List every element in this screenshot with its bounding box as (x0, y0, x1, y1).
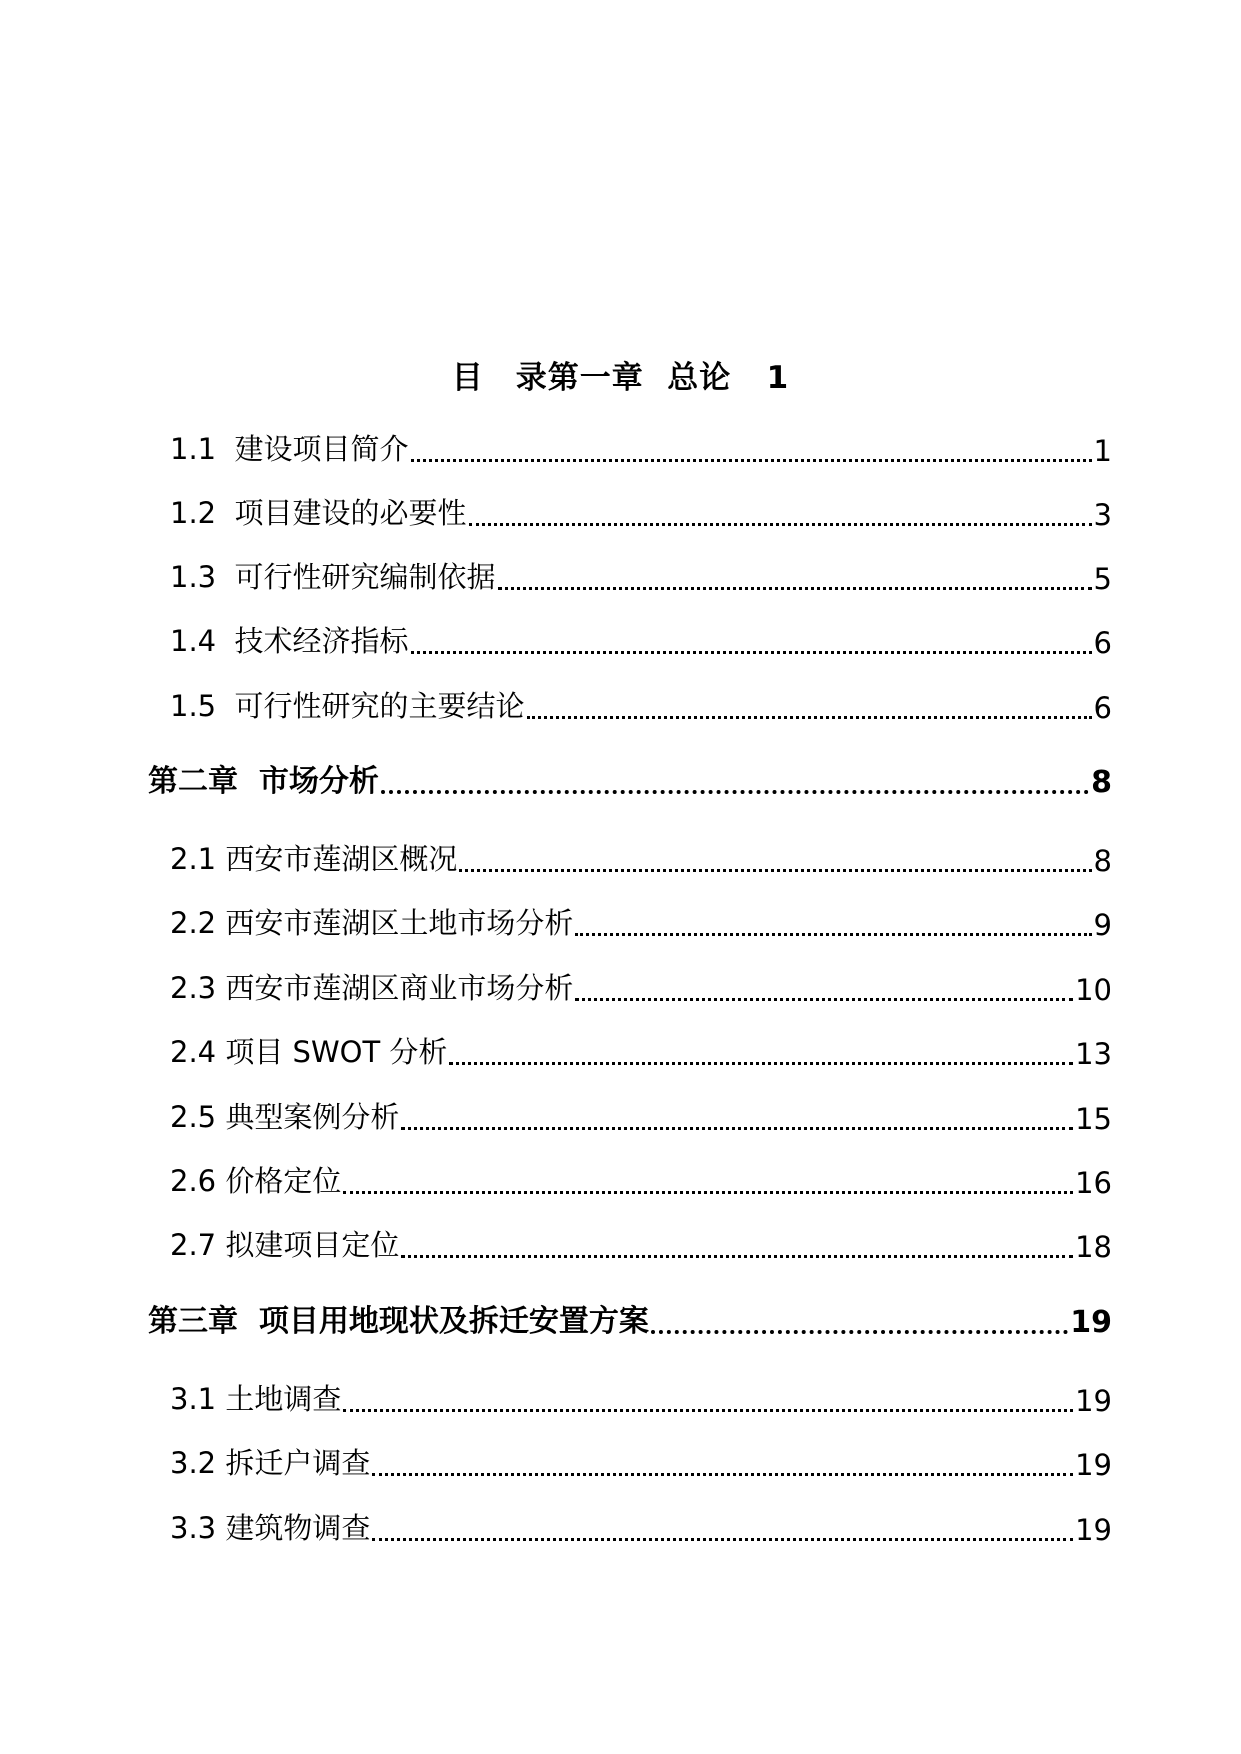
dot-leader (381, 790, 1089, 794)
toc-entry-page: 16 (1075, 1166, 1112, 1200)
toc-entry-label: 2.1 西安市莲湖区概况 (170, 842, 458, 876)
dot-leader (651, 1330, 1068, 1334)
toc-entry-page: 19 (1075, 1448, 1112, 1482)
dot-leader (459, 869, 1091, 872)
toc-entry-page: 10 (1075, 973, 1112, 1007)
toc-entry-label: 1.5 可行性研究的主要结论 (170, 689, 525, 723)
toc-entry-label: 2.3 西安市莲湖区商业市场分析 (170, 971, 574, 1005)
toc-entry-page: 19 (1075, 1384, 1112, 1418)
toc-entry[interactable] (170, 488, 1112, 532)
toc-entry-label: 2.4 项目 SWOT 分析 (170, 1035, 448, 1069)
toc-entry-page: 6 (1093, 691, 1112, 725)
toc-entry-label: 1.4 技术经济指标 (170, 624, 409, 658)
toc-entry[interactable] (170, 1374, 1112, 1418)
dot-leader (343, 1409, 1073, 1412)
toc-chapter-entry[interactable] (148, 1296, 1112, 1340)
toc-entry-label: 1.3 可行性研究编制依据 (170, 560, 496, 594)
dot-leader (527, 716, 1092, 719)
toc-entry-label: 1.1 建设项目简介 (170, 432, 409, 466)
toc-entry-label: 3.3 建筑物调查 (170, 1511, 371, 1545)
toc-title: 目 录第一章 总论 1 (451, 360, 790, 396)
toc-entry-label: 第三章 项目用地现状及拆迁安置方案 (148, 1304, 649, 1339)
toc-entry-label: 2.2 西安市莲湖区土地市场分析 (170, 906, 574, 940)
toc-entry-label: 3.1 土地调查 (170, 1382, 342, 1416)
toc-entry-page: 9 (1093, 908, 1112, 942)
dot-leader (372, 1473, 1073, 1476)
toc-entry[interactable] (170, 898, 1112, 942)
toc-entry-page: 8 (1091, 765, 1112, 800)
toc-entry-label: 2.7 拟建项目定位 (170, 1228, 400, 1262)
toc-entry[interactable] (170, 1503, 1112, 1547)
toc-entry[interactable] (170, 834, 1112, 878)
dot-leader (372, 1538, 1073, 1541)
dot-leader (401, 1255, 1073, 1258)
toc-entry-label: 2.6 价格定位 (170, 1164, 342, 1198)
toc-entry-label: 3.2 拆迁户调查 (170, 1446, 371, 1480)
toc-entry-page: 13 (1075, 1037, 1112, 1071)
toc-entry[interactable] (170, 616, 1112, 660)
dot-leader (469, 523, 1092, 526)
toc-entry[interactable] (170, 1156, 1112, 1200)
dot-leader (575, 933, 1091, 936)
toc-entry-page: 18 (1075, 1230, 1112, 1264)
dot-leader (498, 587, 1092, 590)
toc-entry-page: 6 (1093, 626, 1112, 660)
toc-chapter-entry[interactable] (148, 756, 1112, 800)
toc-entry[interactable] (170, 1220, 1112, 1264)
toc-entry-page: 15 (1075, 1102, 1112, 1136)
toc-entry-page: 8 (1093, 844, 1112, 878)
toc-entry[interactable] (170, 1438, 1112, 1482)
toc-entry-label: 2.5 典型案例分析 (170, 1100, 400, 1134)
dot-leader (401, 1127, 1073, 1130)
toc-entry-page: 19 (1075, 1513, 1112, 1547)
toc-entry[interactable] (170, 552, 1112, 596)
toc-entry-page: 19 (1070, 1305, 1112, 1340)
toc-entry[interactable] (170, 424, 1112, 468)
toc-entry-page: 1 (1093, 434, 1112, 468)
dot-leader (411, 459, 1092, 462)
toc-entry-page: 5 (1093, 562, 1112, 596)
dot-leader (411, 651, 1092, 654)
toc-entry[interactable] (170, 963, 1112, 1007)
toc-entry[interactable] (170, 681, 1112, 725)
toc-entry[interactable] (170, 1092, 1112, 1136)
toc-entry-label: 1.2 项目建设的必要性 (170, 496, 467, 530)
toc-entry-label: 第二章 市场分析 (148, 764, 379, 799)
dot-leader (343, 1191, 1073, 1194)
toc-entry-page: 3 (1093, 498, 1112, 532)
toc-entry[interactable] (170, 1027, 1112, 1071)
dot-leader (575, 998, 1073, 1001)
dot-leader (449, 1062, 1073, 1065)
